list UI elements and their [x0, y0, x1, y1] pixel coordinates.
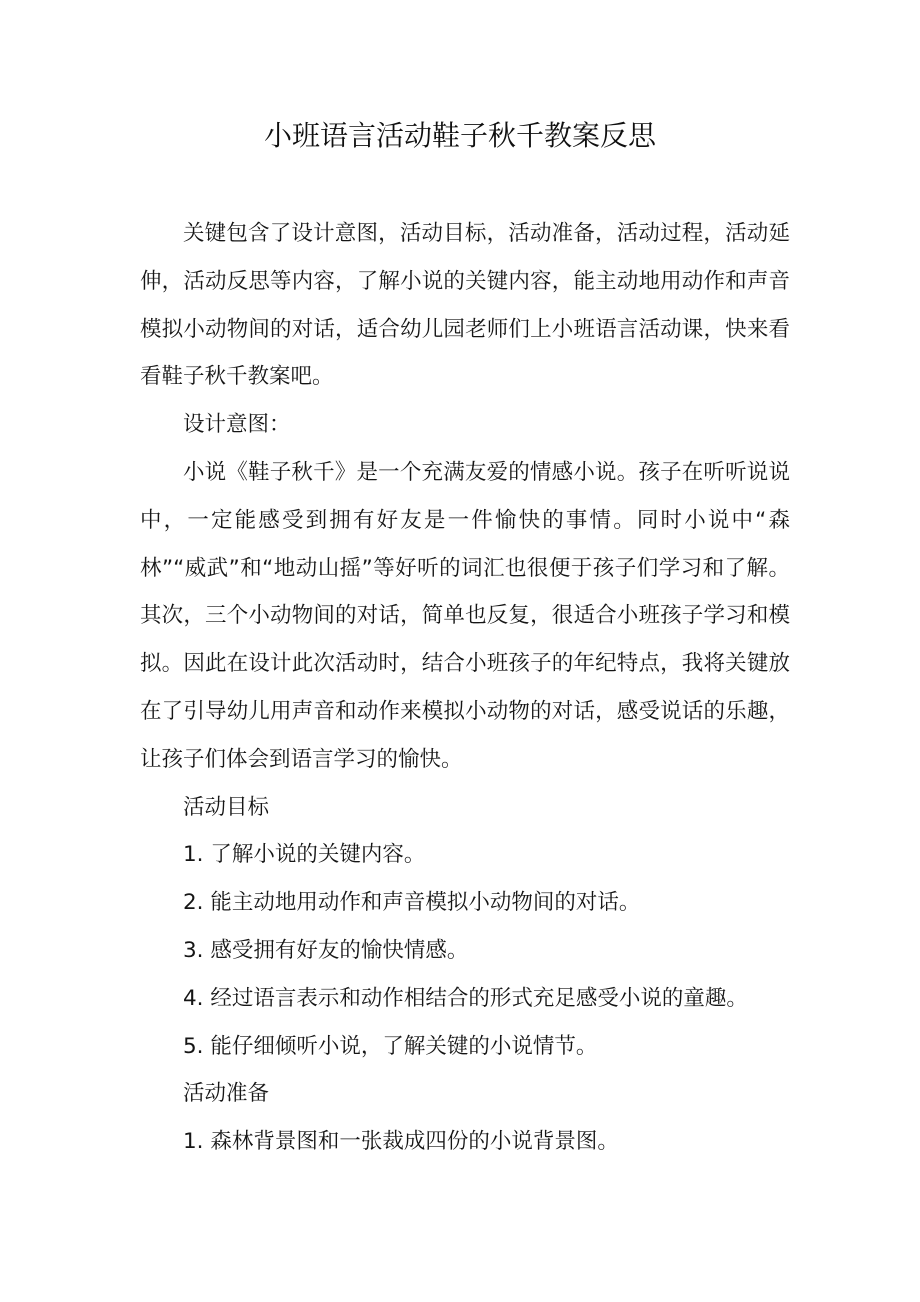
design-heading: 设计意图：	[183, 412, 291, 438]
goal-item: 2. 能主动地用动作和声音模拟小动物间的对话。	[183, 890, 641, 916]
prep-heading: 活动准备	[183, 1081, 270, 1107]
goal-item: 3. 感受拥有好友的愉快情感。	[183, 937, 469, 963]
document-title: 小班语言活动鞋子秋千教案反思	[263, 119, 656, 152]
goal-item: 5. 能仔细倾听小说，了解关键的小说情节。	[183, 1033, 598, 1059]
document-body	[140, 210, 790, 1166]
design-paragraph: 小说《鞋子秋千》是一个充满友爱的情感小说。孩子在听听说说中，一定能感受到拥有好友是一件愉快的事情。同时小说中“森林”“威武”和“地动山摇”等好听的词汇也很便于孩子们学习和了解。其次，三个小动物间的对话，简单也反复，很适合小班孩子学习和模拟。因此在设计此次活动时，结合小班孩子的年纪特点，我将关键放在了引导幼儿用声音和动作来模拟小动物的对话，感受说话的乐趣，让孩子们体会到语言学习的愉快。	[140, 459, 790, 772]
goal-item: 4. 经过语言表示和动作相结合的形式充足感受小说的童趣。	[183, 985, 748, 1011]
prep-item: 1. 森林背景图和一张裁成四份的小说背景图。	[183, 1129, 619, 1155]
goal-item: 1. 了解小说的关键内容。	[183, 842, 426, 868]
goals-heading: 活动目标	[183, 794, 270, 820]
intro-paragraph: 关键包含了设计意图，活动目标，活动准备，活动过程，活动延伸，活动反思等内容，了解小说的关键内容，能主动地用动作和声音模拟小动物间的对话，适合幼儿园老师们上小班语言活动课，快来看看鞋子秋千教案吧。	[140, 221, 790, 390]
